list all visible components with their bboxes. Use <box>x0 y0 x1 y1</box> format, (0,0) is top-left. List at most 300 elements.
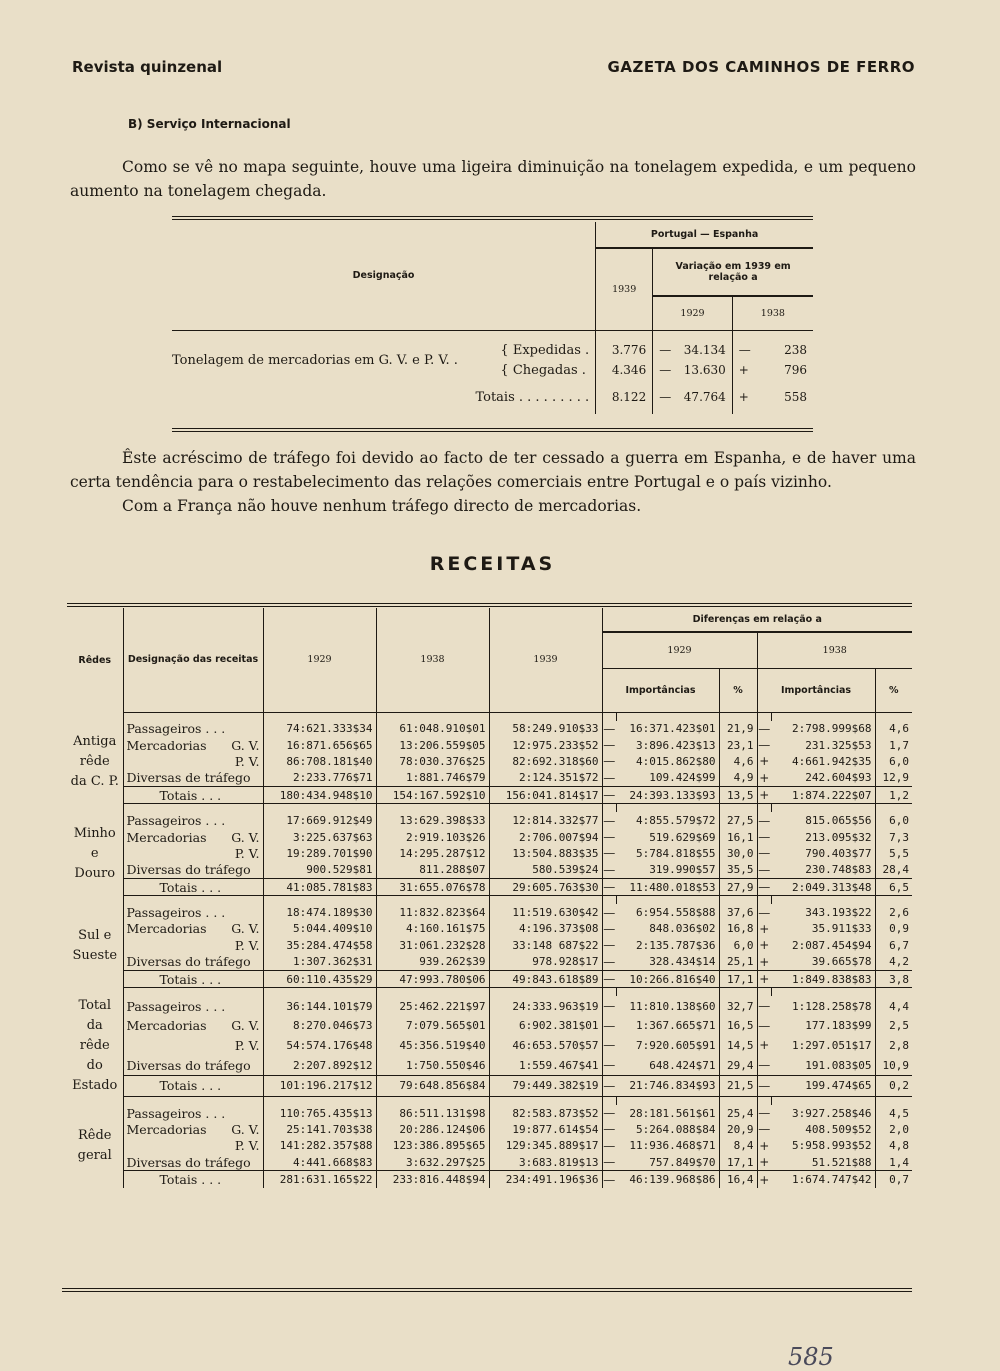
sign-cell: — <box>603 972 616 987</box>
sign-cell: — <box>602 1016 616 1036</box>
value-cell: 51.521$88 <box>811 1155 872 1169</box>
table2-bottom-rule <box>62 1288 912 1292</box>
value-cell: 2,5 <box>875 1016 912 1036</box>
label-passageiros: Passageiros . . . <box>123 904 263 920</box>
table-row <box>67 737 912 753</box>
value-cell: 17:669.912$49 <box>263 812 376 828</box>
label-mercadorias-pv: P. V. <box>123 845 263 861</box>
paragraph-1-text: Como se vê no mapa seguinte, houve uma ligeira diminuição na tonelagem expedida, e um pequeno aumento na tonelagem chegada. <box>70 158 916 200</box>
value-cell: 109.424$99 <box>649 771 716 785</box>
table1-row-label: Tonelagem de mercadorias em G. V. e P. V. . <box>172 352 458 368</box>
value-cell: 4,8 <box>875 1138 912 1154</box>
value-cell: 1:674.747$42 <box>771 1171 875 1188</box>
value-cell: 74:621.333$34 <box>263 721 376 737</box>
value-cell: 5:044.409$10 <box>263 921 376 937</box>
sign-cell: — <box>603 770 616 785</box>
value-cell: 4,6 <box>875 721 912 737</box>
table-row <box>67 1138 912 1154</box>
sign-cell: — <box>757 996 771 1016</box>
sign-cell: + <box>757 753 771 769</box>
sign-cell: — <box>603 938 616 953</box>
value-cell: 32,7 <box>719 996 757 1016</box>
value-cell: 2:233.776$71 <box>263 770 376 787</box>
sign-cell: — <box>603 1106 616 1121</box>
sign-cell: + <box>757 937 771 953</box>
sign-cell: — <box>602 996 616 1016</box>
value-cell: 1,2 <box>875 787 912 804</box>
table1-header-variacao: Variação em 1939 em relação a <box>653 248 813 296</box>
table-row <box>67 770 912 787</box>
label-mercadorias-gv: Mercadorias G. V. <box>123 921 263 937</box>
sign-cell: — <box>603 1172 616 1187</box>
sign-cell: — <box>602 1075 616 1096</box>
value-cell: 10:266.816$40 <box>616 970 719 987</box>
value-cell: 233:816.448$94 <box>376 1171 489 1188</box>
table1-cell: + 796 <box>732 360 813 380</box>
value-cell: 41:085.781$83 <box>263 879 376 896</box>
value-cell: 3:225.637$63 <box>263 829 376 845</box>
value-cell: 35.911$33 <box>811 922 872 936</box>
value-cell: 2,8 <box>875 1036 912 1056</box>
value-cell: 30,0 <box>719 845 757 861</box>
value-cell: 21,5 <box>719 1075 757 1096</box>
sign-cell: — <box>603 754 616 769</box>
table-row <box>67 921 912 937</box>
value-cell: 54:574.176$48 <box>263 1036 376 1056</box>
table1-bottom-rule <box>172 428 813 432</box>
value-cell: 811.288$07 <box>376 862 489 879</box>
table1-header-1938: 1938 <box>732 296 813 330</box>
value-cell: 17,1 <box>719 1154 757 1171</box>
value-cell: 5:958.993$52 <box>792 1139 872 1153</box>
sign-cell: + <box>757 970 771 987</box>
value-cell: 12:814.332$77 <box>489 812 602 828</box>
value-cell: 28,4 <box>875 862 912 879</box>
label-totais: Totais . . . <box>123 1171 263 1188</box>
table1-cell: 3.776 <box>596 340 653 360</box>
label-passageiros: Passageiros . . . <box>123 1105 263 1121</box>
sign-cell: — <box>603 954 616 969</box>
value-cell: 16,8 <box>719 921 757 937</box>
sign-cell: — <box>603 1138 616 1153</box>
value-cell: 61:048.910$01 <box>376 721 489 737</box>
value-cell: 58:249.910$33 <box>489 721 602 737</box>
table1-cell: — 13.630 <box>653 360 733 380</box>
value-cell: 4:661.942$35 <box>792 754 872 768</box>
sign-cell: — <box>758 1106 771 1121</box>
value-cell: 20,9 <box>719 1121 757 1137</box>
value-cell: 31:061.232$28 <box>376 937 489 953</box>
group-spacer <box>67 1096 912 1105</box>
label-diversas: Diversas do tráfego <box>123 1154 263 1171</box>
table1-cell: 4.346 <box>596 360 653 380</box>
value-cell: 25,4 <box>719 1105 757 1121</box>
table-row <box>67 996 912 1016</box>
value-cell: 2:798.999$68 <box>792 722 872 736</box>
value-cell: 3:927.258$46 <box>792 1106 872 1120</box>
value-cell: 4:196.373$08 <box>489 921 602 937</box>
value-cell: 757.849$70 <box>649 1155 716 1169</box>
rede-name: Rêde geral <box>77 1128 112 1164</box>
value-cell: 154:167.592$10 <box>376 787 489 804</box>
totals-row <box>67 1075 912 1096</box>
value-cell: 328.434$14 <box>649 955 716 969</box>
value-cell: 27,9 <box>719 879 757 896</box>
value-cell: 16,1 <box>719 829 757 845</box>
value-cell: 24:333.963$19 <box>489 996 602 1016</box>
label-passageiros: Passageiros . . . <box>123 996 263 1016</box>
value-cell: 6,5 <box>875 879 912 896</box>
value-cell: 86:511.131$98 <box>376 1105 489 1121</box>
tonnage-table <box>172 222 813 414</box>
value-cell: 79:648.856$84 <box>376 1075 489 1096</box>
value-cell: 4,5 <box>875 1105 912 1121</box>
sign-cell: — <box>758 862 771 877</box>
table-row <box>67 829 912 845</box>
header-right: GAZETA DOS CAMINHOS DE FERRO <box>607 58 915 76</box>
sign-cell: + <box>757 787 771 804</box>
sign-cell: — <box>758 846 771 861</box>
value-cell: 86:708.181$40 <box>263 753 376 769</box>
value-cell: 3:632.297$25 <box>376 1154 489 1171</box>
label-totais: Totais . . . <box>123 879 263 896</box>
value-cell: 648.424$71 <box>649 1058 716 1072</box>
value-cell: 16:371.423$01 <box>629 722 716 736</box>
sign-cell: — <box>602 1036 616 1056</box>
value-cell: 8:270.046$73 <box>263 1016 376 1036</box>
table1-header-1939: 1939 <box>596 248 653 330</box>
table1-header-designacao: Designação <box>172 222 596 330</box>
value-cell: 35,5 <box>719 862 757 879</box>
value-cell: 21,9 <box>719 721 757 737</box>
label-diversas: Diversas de tráfego <box>123 770 263 787</box>
table-row <box>67 845 912 861</box>
sign-cell: + <box>757 1138 771 1154</box>
value-cell: 3:683.819$13 <box>489 1154 602 1171</box>
header-diferencas: Diferenças em relação a <box>602 608 912 632</box>
value-cell: 16,5 <box>719 1016 757 1036</box>
value-cell: 319.990$57 <box>649 863 716 877</box>
value-cell: 848.036$02 <box>649 922 716 936</box>
sign-cell: — <box>758 880 771 895</box>
paragraph-1 <box>70 155 916 203</box>
value-cell: 2:087.454$94 <box>792 938 872 952</box>
value-cell: 2,6 <box>875 904 912 920</box>
label-mercadorias-gv: Mercadorias G. V. <box>123 829 263 845</box>
sign-cell: + <box>757 954 771 971</box>
sign-cell: — <box>603 862 616 877</box>
table1-row-label-expedidas: { Expedidas . <box>500 342 590 358</box>
value-cell: 27,5 <box>719 812 757 828</box>
value-cell: 11:480.018$53 <box>616 879 719 896</box>
label-totais: Totais . . . <box>123 970 263 987</box>
value-cell: 16,4 <box>719 1171 757 1188</box>
sign-cell: — <box>758 738 771 753</box>
value-cell: 11:810.138$60 <box>629 999 716 1013</box>
value-cell: 0,7 <box>875 1171 912 1188</box>
value-cell: 2:919.103$26 <box>376 829 489 845</box>
sign-cell: — <box>603 830 616 845</box>
table1-cell: + 558 <box>732 380 813 414</box>
sign-cell: — <box>757 1075 771 1096</box>
value-cell: 0,9 <box>875 921 912 937</box>
value-cell: 1:881.746$79 <box>376 770 489 787</box>
value-cell: 17,1 <box>719 970 757 987</box>
table1-top-rule <box>172 216 813 220</box>
table-row <box>67 1154 912 1171</box>
label-diversas: Diversas do tráfego <box>123 1055 263 1075</box>
value-cell: 16:871.656$65 <box>263 737 376 753</box>
value-cell: 82:583.873$52 <box>489 1105 602 1121</box>
label-mercadorias-pv: P. V. <box>123 1036 263 1056</box>
value-cell: 0,2 <box>875 1075 912 1096</box>
table-row <box>67 904 912 920</box>
group-spacer <box>67 712 912 721</box>
value-cell: 31:655.076$78 <box>376 879 489 896</box>
table1-cell: — 47.764 <box>653 380 733 414</box>
value-cell: 13,5 <box>719 787 757 804</box>
label-diversas: Diversas do tráfego <box>123 862 263 879</box>
value-cell: 281:631.165$22 <box>263 1171 376 1188</box>
value-cell: 6,0 <box>875 812 912 828</box>
sign-cell: — <box>603 1122 616 1137</box>
value-cell: 12,9 <box>875 770 912 787</box>
value-cell: 14,5 <box>719 1036 757 1056</box>
value-cell: 790.403$77 <box>805 846 872 860</box>
value-cell: 2:706.007$94 <box>489 829 602 845</box>
label-totais: Totais . . . <box>123 1075 263 1096</box>
table2-top-rule <box>67 603 912 607</box>
sign-cell: — <box>603 738 616 753</box>
table-row <box>67 753 912 769</box>
value-cell: 14:295.287$12 <box>376 845 489 861</box>
value-cell: 1:307.362$31 <box>263 954 376 971</box>
table-row <box>67 937 912 953</box>
section-heading: B) Serviço Internacional <box>128 117 291 131</box>
header-diff-1938: 1938 <box>757 632 912 668</box>
sign-cell: — <box>757 1055 771 1075</box>
group-spacer <box>67 896 912 905</box>
value-cell: 4:441.668$83 <box>263 1154 376 1171</box>
sign-cell: — <box>603 1155 616 1170</box>
value-cell: 6,7 <box>875 937 912 953</box>
value-cell: 11:519.630$42 <box>489 904 602 920</box>
value-cell: 2:124.351$72 <box>489 770 602 787</box>
value-cell: 21:746.834$93 <box>616 1075 719 1096</box>
totals-row <box>67 787 912 804</box>
table1-cell: — 238 <box>732 340 813 360</box>
value-cell: 29:605.763$30 <box>489 879 602 896</box>
value-cell: 35:284.474$58 <box>263 937 376 953</box>
value-cell: 177.183$99 <box>805 1019 872 1033</box>
header-pct-1938: % <box>875 668 912 712</box>
label-totais: Totais . . . <box>123 787 263 804</box>
value-cell: 25:141.703$38 <box>263 1121 376 1137</box>
value-cell: 199.474$65 <box>771 1075 875 1096</box>
value-cell: 7:079.565$01 <box>376 1016 489 1036</box>
value-cell: 519.629$69 <box>649 830 716 844</box>
sign-cell: — <box>758 905 771 920</box>
value-cell: 3:896.423$13 <box>636 738 716 752</box>
header-left: Revista quinzenal <box>72 58 223 76</box>
value-cell: 191.083$05 <box>805 1058 872 1072</box>
value-cell: 6:902.381$01 <box>489 1016 602 1036</box>
label-passageiros: Passageiros . . . <box>123 812 263 828</box>
label-mercadorias-gv: Mercadorias G. V. <box>123 1121 263 1137</box>
value-cell: 19:289.701$90 <box>263 845 376 861</box>
value-cell: 1:128.258$78 <box>792 999 872 1013</box>
value-cell: 2:207.892$12 <box>263 1055 376 1075</box>
table-row <box>67 1036 912 1056</box>
value-cell: 12:975.233$52 <box>489 737 602 753</box>
sign-cell: — <box>603 788 616 803</box>
value-cell: 123:386.895$65 <box>376 1138 489 1154</box>
table-row <box>67 1105 912 1121</box>
value-cell: 46:139.968$86 <box>616 1171 719 1188</box>
header-1929: 1929 <box>263 608 376 712</box>
value-cell: 46:653.570$57 <box>489 1036 602 1056</box>
label-mercadorias-gv: Mercadorias G. V. <box>123 737 263 753</box>
value-cell: 4:015.862$80 <box>636 754 716 768</box>
receitas-table <box>67 608 912 1188</box>
totals-row <box>67 970 912 987</box>
header-diff-1929: 1929 <box>602 632 757 668</box>
value-cell: 3,8 <box>875 970 912 987</box>
value-cell: 900.529$81 <box>263 862 376 879</box>
value-cell: 815.065$56 <box>805 814 872 828</box>
value-cell: 10,9 <box>875 1055 912 1075</box>
value-cell: 49:843.618$89 <box>489 970 602 987</box>
value-cell: 47:993.780$06 <box>376 970 489 987</box>
paragraph-3-text: Com a França não houve nenhum tráfego directo de mercadorias. <box>122 497 642 515</box>
sign-cell: + <box>757 921 771 937</box>
value-cell: 8,4 <box>719 1138 757 1154</box>
sign-cell: — <box>758 721 771 736</box>
value-cell: 6,0 <box>719 937 757 953</box>
value-cell: 4,6 <box>719 753 757 769</box>
value-cell: 11:936.468$71 <box>629 1139 716 1153</box>
value-cell: 1:367.665$71 <box>636 1019 716 1033</box>
value-cell: 1,4 <box>875 1154 912 1171</box>
label-mercadorias-pv: P. V. <box>123 1138 263 1154</box>
value-cell: 129:345.889$17 <box>489 1138 602 1154</box>
label-passageiros: Passageiros . . . <box>123 721 263 737</box>
sign-cell: — <box>603 813 616 828</box>
header-designacao: Designação das receitas <box>123 608 263 712</box>
value-cell: 4:160.161$75 <box>376 921 489 937</box>
value-cell: 5,5 <box>875 845 912 861</box>
label-mercadorias-pv: P. V. <box>123 753 263 769</box>
value-cell: 78:030.376$25 <box>376 753 489 769</box>
sign-cell: — <box>603 721 616 736</box>
value-cell: 1:297.051$17 <box>792 1038 872 1052</box>
table1-totals-label: Totais . . . . . . . . . <box>475 389 590 405</box>
rede-name: Minho e Douro <box>73 826 116 882</box>
sign-cell: — <box>603 846 616 861</box>
value-cell: 29,4 <box>719 1055 757 1075</box>
sign-cell: + <box>757 1154 771 1171</box>
value-cell: 20:286.124$06 <box>376 1121 489 1137</box>
value-cell: 234:491.196$36 <box>489 1171 602 1188</box>
table1-header-group: Portugal — Espanha <box>596 222 813 248</box>
page-number: 585 <box>788 1343 834 1371</box>
value-cell: 5:264.088$84 <box>636 1122 716 1136</box>
value-cell: 7,3 <box>875 829 912 845</box>
value-cell: 33:148 687$22 <box>489 937 602 953</box>
value-cell: 1,7 <box>875 737 912 753</box>
table1-cell: — 34.134 <box>653 340 733 360</box>
value-cell: 1:559.467$41 <box>489 1055 602 1075</box>
receitas-title: RECEITAS <box>429 553 556 575</box>
totals-row <box>67 879 912 896</box>
value-cell: 6,0 <box>875 753 912 769</box>
value-cell: 4,2 <box>875 954 912 971</box>
header-redes: Rêdes <box>78 654 112 666</box>
value-cell: 24:393.133$93 <box>616 787 719 804</box>
rede-name: Antiga rêde da C. P. <box>70 734 119 790</box>
table-row <box>67 1016 912 1036</box>
value-cell: 230.748$83 <box>805 863 872 877</box>
value-cell: 242.604$93 <box>805 771 872 785</box>
sign-cell: — <box>758 1122 771 1137</box>
rede-name: Total da rêde do Estado <box>72 998 118 1094</box>
value-cell: 978.928$17 <box>489 954 602 971</box>
value-cell: 39.665$78 <box>811 955 872 969</box>
value-cell: 4,9 <box>719 770 757 787</box>
label-mercadorias-gv: Mercadorias G. V. <box>123 1016 263 1036</box>
paragraph-3 <box>70 494 916 518</box>
table1-header-1929: 1929 <box>653 296 733 330</box>
value-cell: 18:474.189$30 <box>263 904 376 920</box>
value-cell: 1:849.838$83 <box>771 970 875 987</box>
value-cell: 13:504.883$35 <box>489 845 602 861</box>
value-cell: 36:144.101$79 <box>263 996 376 1016</box>
sign-cell: + <box>757 1171 771 1188</box>
value-cell: 19:877.614$54 <box>489 1121 602 1137</box>
table-row <box>67 812 912 828</box>
value-cell: 4,4 <box>875 996 912 1016</box>
table-row <box>67 954 912 971</box>
value-cell: 101:196.217$12 <box>263 1075 376 1096</box>
value-cell: 25,1 <box>719 954 757 971</box>
header-pct-1929: % <box>719 668 757 712</box>
value-cell: 156:041.814$17 <box>489 787 602 804</box>
group-spacer <box>67 988 912 997</box>
paragraph-2-text: Êste acréscimo de tráfego foi devido ao facto de ter cessado a guerra em Espanha, e de haver uma certa tendência para o restabelecimento das relações comerciais entre Portugal e o país vizinho. <box>70 449 916 491</box>
value-cell: 580.539$24 <box>489 862 602 879</box>
value-cell: 2,0 <box>875 1121 912 1137</box>
sign-cell: — <box>603 880 616 895</box>
value-cell: 343.193$22 <box>805 906 872 920</box>
value-cell: 939.262$39 <box>376 954 489 971</box>
value-cell: 28:181.561$61 <box>629 1106 716 1120</box>
value-cell: 4:855.579$72 <box>636 814 716 828</box>
value-cell: 5:784.818$55 <box>636 846 716 860</box>
value-cell: 110:765.435$13 <box>263 1105 376 1121</box>
value-cell: 141:282.357$88 <box>263 1138 376 1154</box>
header-importancias-1938: Importâncias <box>757 668 875 712</box>
label-mercadorias-pv: P. V. <box>123 937 263 953</box>
value-cell: 408.509$52 <box>805 1122 872 1136</box>
value-cell: 7:920.605$91 <box>636 1038 716 1052</box>
table1-cell: 8.122 <box>596 380 653 414</box>
value-cell: 13:629.398$33 <box>376 812 489 828</box>
table-row <box>67 862 912 879</box>
value-cell: 231.325$53 <box>805 738 872 752</box>
value-cell: 23,1 <box>719 737 757 753</box>
totals-row <box>67 1171 912 1188</box>
sign-cell: — <box>603 905 616 920</box>
